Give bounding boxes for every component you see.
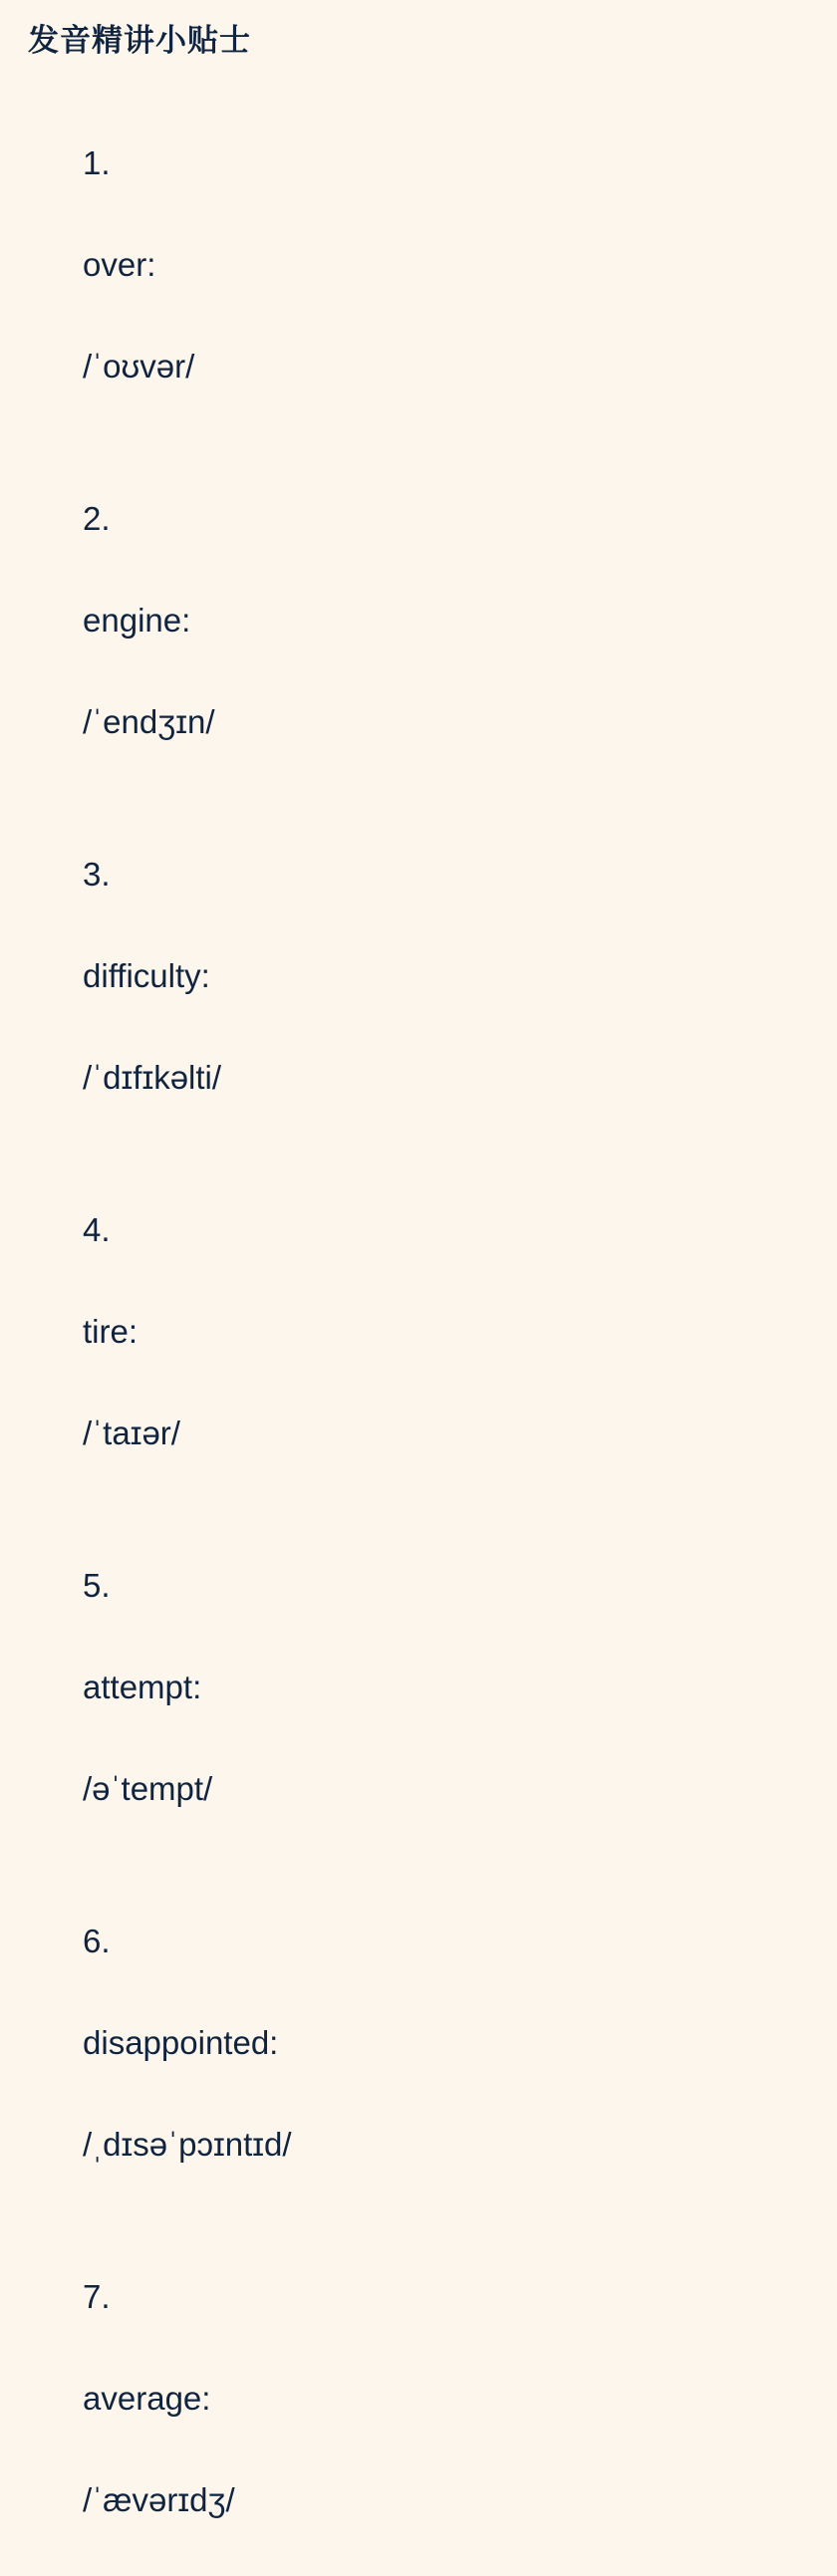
list-item-number: 1.	[83, 144, 111, 182]
list-item-ipa: /ˈendʒɪn/	[83, 703, 215, 741]
list-item-word: average:	[83, 2380, 211, 2418]
list-item-word: disappointed:	[83, 2024, 279, 2062]
list-item	[28, 2220, 809, 2576]
list-item-number: 5.	[83, 1567, 111, 1605]
list-item-ipa: /ˌdɪsəˈpɔɪntɪd/	[83, 2126, 292, 2164]
page-title: 发音精讲小贴士	[28, 23, 251, 58]
list-item	[28, 798, 809, 1154]
list-item-ipa: /ˈoʊvər/	[83, 348, 195, 386]
list-item-number: 6.	[83, 1923, 111, 1960]
list-item-ipa: /əˈtempt/	[83, 1770, 213, 1808]
list-item-number: 4.	[83, 1211, 111, 1249]
list-item	[28, 1865, 809, 2220]
list-item	[28, 1509, 809, 1865]
list-item-word: attempt:	[83, 1669, 202, 1706]
list-item-ipa: /ˈdɪfɪkəlti/	[83, 1059, 222, 1097]
list-item-word: over:	[83, 246, 156, 284]
list-item-word: difficulty:	[83, 957, 210, 995]
list-item-word: tire:	[83, 1313, 139, 1351]
list-item	[28, 1154, 809, 1509]
list-item-number: 7.	[83, 2278, 111, 2316]
list-item-word: engine:	[83, 602, 191, 640]
pronunciation-list	[28, 87, 809, 2576]
list-item-number: 3.	[83, 856, 111, 894]
list-item	[28, 87, 809, 442]
list-item-ipa: /ˈtaɪər/	[83, 1415, 180, 1452]
list-item-number: 2.	[83, 500, 111, 538]
list-item-ipa: /ˈævərɪdʒ/	[83, 2481, 235, 2519]
list-item	[28, 442, 809, 798]
